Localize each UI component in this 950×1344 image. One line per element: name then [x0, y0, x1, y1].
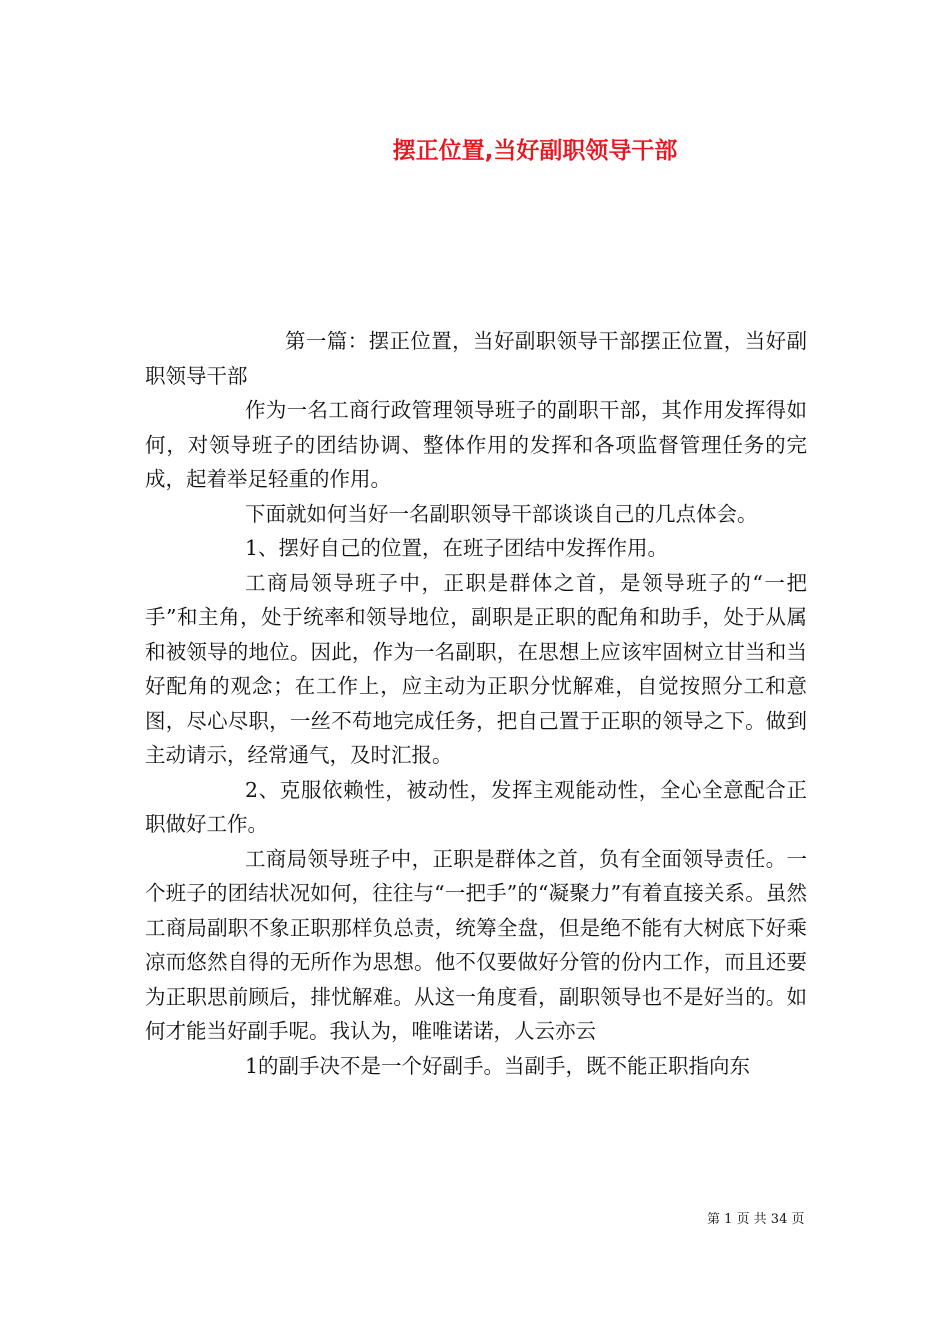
paragraph: 下面就如何当好一名副职领导干部谈谈自己的几点体会。: [245, 501, 758, 526]
paragraph: 1、摆好自己的位置，在班子团结中发挥作用。: [245, 536, 669, 560]
paragraph: 工商局领导班子中，正职是群体之首，是领导班子的“一把手”和主角，处于统率和领导地位，副职是正职的配角和助手，处于从属和被领导的地位。因此，作为一名副职，在思想上应该牢固树立甘当和当好配角的观念；在工作上，应主动为正职分忧解难，自觉按照分工和意图，尽心尽职，一丝不苟地完成任务，把自己置于正职的领导之下。做到主动请示，经常通气，及时汇报。: [145, 570, 807, 767]
page-number-footer: 第 1 页 共 34 页: [707, 1212, 805, 1227]
paragraph: 1的副手决不是一个好副手。当副手，既不能正职指向东: [245, 1053, 751, 1078]
paragraph: 2、克服依赖性，被动性，发挥主观能动性，全心全意配合正职做好工作。: [145, 777, 807, 836]
paragraph: 作为一名工商行政管理领导班子的副职干部，其作用发挥得如何，对领导班子的团结协调、整体作用的发挥和各项监督管理任务的完成，起着举足轻重的作用。: [145, 398, 807, 491]
document-body: [145, 324, 807, 1083]
paragraph: 工商局领导班子中，正职是群体之首，负有全面领导责任。一个班子的团结状况如何，往往与“一把手”的“凝聚力”有着直接关系。虽然工商局副职不象正职那样负总责，统筹全盘，但是绝不能有大树底下好乘凉而悠然自得的无所作为思想。他不仅要做好分管的份内工作，而且还要为正职思前顾后，排忧解难。从这一角度看，副职领导也不是好当的。如何才能当好副手呢。我认为，唯唯诺诺，人云亦云: [145, 846, 807, 1043]
paragraph-heading: 第一篇：摆正位置，当好副职领导干部摆正位置，当好副职领导干部: [145, 329, 807, 388]
document-title: 摆正位置,当好副职领导干部: [392, 138, 678, 164]
